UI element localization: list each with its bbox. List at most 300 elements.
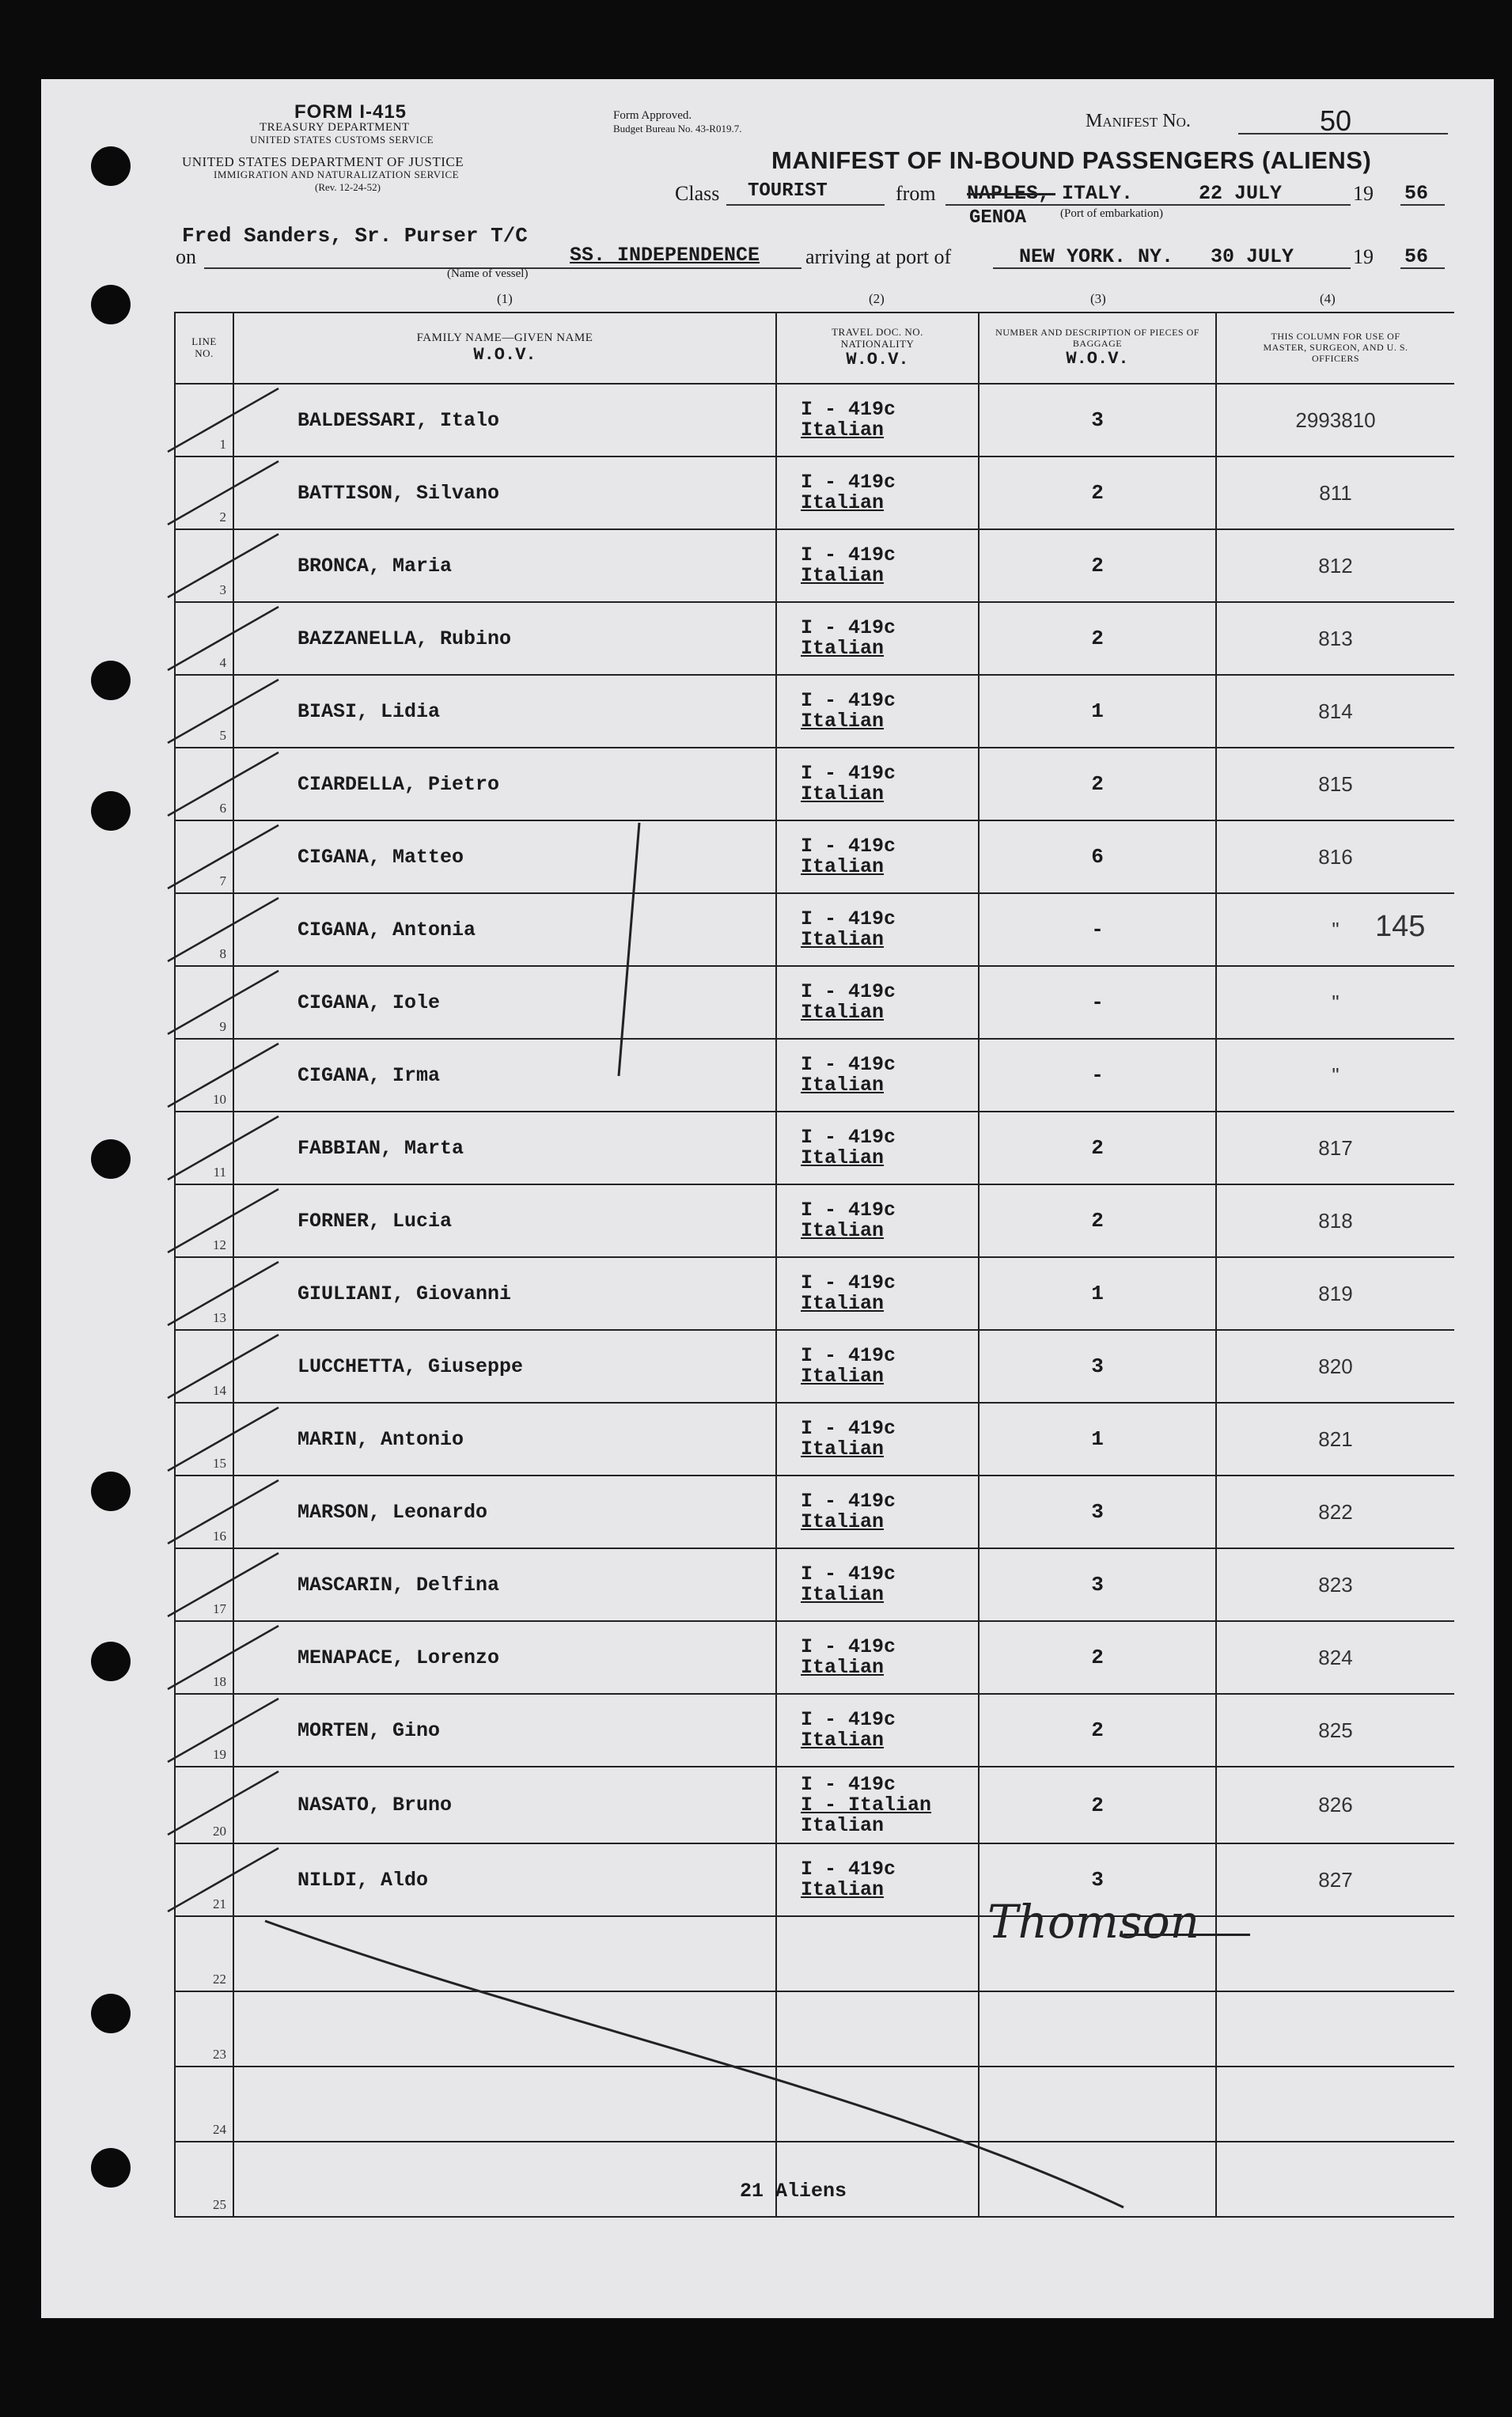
passenger-name-cell [233, 966, 776, 1039]
from-label: from [896, 182, 936, 205]
passenger-name: CIGANA, Iole [297, 991, 441, 1014]
officer-number: " [1332, 990, 1340, 1014]
check-mark [168, 959, 279, 1038]
officer-number: 824 [1318, 1645, 1353, 1669]
arrival-year-prefix: 19 [1353, 245, 1374, 268]
line-number: 8 [219, 946, 226, 961]
nationality: Italian [801, 491, 885, 514]
line-number-cell [175, 1694, 233, 1767]
table-row [175, 675, 1454, 748]
travel-doc: I - 419c [801, 1199, 896, 1222]
passenger-name-cell [233, 748, 776, 820]
customs-label: UNITED STATES CUSTOMS SERVICE [250, 134, 434, 146]
passenger-name: GIULIANI, Giovanni [297, 1282, 512, 1305]
officer-cell [1216, 675, 1454, 748]
baggage-cell [979, 1039, 1216, 1112]
line-number-cell [175, 1039, 233, 1112]
officer-cell [1216, 748, 1454, 820]
baggage-cell [979, 675, 1216, 748]
line-number-cell [175, 1843, 233, 1916]
punch-hole [91, 146, 131, 186]
travel-doc-cell [776, 1991, 979, 2067]
form-number: FORM I-415 [294, 101, 407, 123]
officer-number: 823 [1318, 1572, 1353, 1597]
passenger-name-cell [233, 1330, 776, 1403]
travel-doc-cell [776, 457, 979, 529]
travel-doc: I - 419c [801, 1126, 896, 1149]
baggage-count: 2 [1091, 627, 1104, 650]
officer-number: 816 [1318, 844, 1353, 869]
nationality: Italian [801, 564, 885, 587]
nationality: Italian [801, 855, 885, 878]
travel-doc-cell [776, 529, 979, 602]
travel-doc-cell [776, 1767, 979, 1843]
col-number-2: (2) [869, 291, 885, 306]
officer-cell [1216, 1621, 1454, 1694]
check-mark [168, 1323, 279, 1402]
officer-cell [1216, 457, 1454, 529]
baggage-count: 6 [1091, 845, 1104, 869]
line-number-cell [175, 1403, 233, 1476]
travel-doc-cell [776, 966, 979, 1039]
travel-doc: I - 419c [801, 1858, 896, 1881]
baggage-count: 2 [1091, 554, 1104, 578]
baggage-cell [979, 1330, 1216, 1403]
travel-doc: I - 419c [801, 471, 896, 494]
line-number: 2 [219, 510, 226, 525]
nationality: Italian [801, 1729, 885, 1752]
baggage-cell [979, 2142, 1216, 2217]
travel-doc-cell [776, 2067, 979, 2142]
line-number-cell [175, 2067, 233, 2142]
line-number: 24 [213, 2122, 226, 2137]
check-mark [168, 1032, 279, 1111]
travel-doc-cell [776, 820, 979, 893]
treasury-label: TREASURY DEPARTMENT [260, 121, 410, 134]
officer-cell [1216, 820, 1454, 893]
travel-doc: I - 419c [801, 1490, 896, 1513]
baggage-cell [979, 893, 1216, 966]
travel-doc-cell [776, 1330, 979, 1403]
nationality: Italian [801, 1292, 885, 1315]
baggage-cell [979, 1694, 1216, 1767]
line-number: 15 [213, 1456, 226, 1471]
passenger-name: LUCCHETTA, Giuseppe [297, 1354, 524, 1378]
year-line [1400, 204, 1445, 206]
table-row [175, 1843, 1454, 1916]
baggage-count: 1 [1091, 699, 1104, 723]
baggage-cell [979, 1476, 1216, 1548]
line-number-cell [175, 966, 233, 1039]
class-label: Class [675, 182, 720, 205]
baggage-count: 2 [1091, 1793, 1104, 1817]
line-number-cell [175, 1257, 233, 1330]
officer-number: 811 [1319, 480, 1352, 505]
officer-number: 826 [1318, 1793, 1353, 1817]
line-number: 22 [213, 1972, 226, 1987]
line-number-cell [175, 384, 233, 457]
table-row [175, 820, 1454, 893]
line-number-cell [175, 457, 233, 529]
line-number: 20 [213, 1824, 226, 1839]
baggage-cell [979, 457, 1216, 529]
travel-doc: I - 419c [801, 1708, 896, 1731]
signature: Thomson [987, 1895, 1199, 1949]
officer-header: THIS COLUMN FOR USE OF MASTER, SURGEON, AND U. S. OFFICERS [1216, 313, 1454, 384]
officer-cell [1216, 1548, 1454, 1621]
travel-doc: I - 419c [801, 835, 896, 858]
from-date: 22 JULY [1199, 182, 1283, 205]
baggage-count: - [1091, 1063, 1104, 1087]
embark-port: GENOA [969, 207, 1027, 229]
passenger-name: CIGANA, Irma [297, 1063, 441, 1087]
passenger-name-cell [233, 602, 776, 675]
line-number-cell [175, 1330, 233, 1403]
line-number-cell [175, 1184, 233, 1257]
manifest-title: MANIFEST OF IN-BOUND PASSENGERS (ALIENS) [771, 146, 1372, 174]
line-number: 25 [213, 2197, 226, 2212]
travel-doc-cell [776, 1548, 979, 1621]
nationality: Italian [801, 928, 885, 951]
travel-doc: I - 419c [801, 1772, 896, 1796]
travel-doc-cell [776, 748, 979, 820]
travel-doc: I - 419c [801, 980, 896, 1003]
passenger-name-cell [233, 1039, 776, 1112]
travel-doc-cell [776, 1694, 979, 1767]
baggage-cell [979, 1112, 1216, 1184]
baggage-count: 3 [1091, 1354, 1104, 1378]
passenger-name-cell [233, 529, 776, 602]
table-row [175, 893, 1454, 966]
line-number-cell [175, 893, 233, 966]
travel-doc-cell [776, 1476, 979, 1548]
officer-cell [1216, 1112, 1454, 1184]
arrival-date: 30 JULY [1211, 245, 1294, 268]
line-number: 23 [213, 2047, 226, 2062]
officer-number: 825 [1318, 1718, 1353, 1742]
line-number-cell [175, 1476, 233, 1548]
nationality: Italian [801, 1656, 885, 1679]
travel-doc-cell [776, 1039, 979, 1112]
passenger-name-cell [233, 2142, 776, 2217]
officer-cell [1216, 384, 1454, 457]
baggage-cell [979, 1548, 1216, 1621]
passenger-name-cell [233, 1184, 776, 1257]
check-mark [168, 813, 279, 892]
table-row [175, 457, 1454, 529]
passenger-name: MENAPACE, Lorenzo [297, 1646, 500, 1669]
check-mark [168, 741, 279, 820]
line-number: 16 [213, 1529, 226, 1544]
table-row [175, 384, 1454, 457]
passenger-name: BRONCA, Maria [297, 554, 453, 578]
table-row [175, 1548, 1454, 1621]
passenger-name-cell [233, 1548, 776, 1621]
manifest-no-value: 50 [1320, 104, 1352, 137]
table-row [175, 2067, 1454, 2142]
baggage-count: 2 [1091, 772, 1104, 796]
nationality: Italian [801, 710, 885, 733]
baggage-header: NUMBER AND DESCRIPTION OF PIECES OF BAGGAGE W.O.V. [979, 313, 1216, 384]
passenger-name: MARSON, Leonardo [297, 1500, 488, 1524]
year-prefix: 19 [1353, 182, 1374, 205]
baggage-cell [979, 529, 1216, 602]
baggage-cell [979, 1403, 1216, 1476]
travel-doc: I - 419c [801, 616, 896, 639]
passenger-name-cell [233, 675, 776, 748]
travel-doc-cell [776, 1621, 979, 1694]
arriving-label: arriving at port of [805, 245, 952, 268]
check-mark [168, 1396, 279, 1475]
line-number-cell [175, 820, 233, 893]
officer-cell [1216, 602, 1454, 675]
baggage-count: 3 [1091, 1500, 1104, 1524]
embark-caption: (Port of embarkation) [1060, 207, 1163, 220]
baggage-cell [979, 820, 1216, 893]
punch-hole [91, 285, 131, 324]
passenger-name-cell [233, 457, 776, 529]
line-number-cell [175, 529, 233, 602]
margin-note: 145 [1375, 910, 1426, 943]
officer-number: 2993810 [1295, 407, 1376, 432]
manifest-no-label: Manifest No. [1086, 111, 1191, 131]
travel-doc: I - 419c [801, 1344, 896, 1367]
check-mark [168, 377, 279, 456]
vessel-caption: (Name of vessel) [447, 267, 529, 280]
travel-doc: I - 419c [801, 1053, 896, 1076]
officer-number: 817 [1318, 1135, 1353, 1160]
table-row [175, 1621, 1454, 1694]
officer-number: 818 [1318, 1208, 1353, 1233]
officer-number: " [1332, 917, 1340, 941]
nationality: Italian [801, 1365, 885, 1388]
travel-doc-cell [776, 1112, 979, 1184]
baggage-count: - [1091, 991, 1104, 1014]
passenger-name: MARIN, Antonio [297, 1427, 464, 1451]
check-mark [168, 1250, 279, 1329]
footer-total: 21 Aliens [740, 2180, 847, 2203]
passenger-name: FABBIAN, Marta [297, 1136, 464, 1160]
baggage-count: 2 [1091, 1718, 1104, 1742]
passenger-name-cell [233, 1767, 776, 1843]
revision-label: (Rev. 12-24-52) [315, 181, 381, 193]
doc-header: TRAVEL DOC. NO. NATIONALITY W.O.V. [776, 313, 979, 384]
line-number-cell [175, 1621, 233, 1694]
nationality: Italian [801, 782, 885, 805]
col-number-4: (4) [1320, 291, 1336, 306]
table-row [175, 1991, 1454, 2067]
line-no-header: LINE NO. [175, 313, 233, 384]
officer-number: " [1332, 1063, 1340, 1087]
baggage-count: 3 [1091, 1573, 1104, 1597]
officer-cell [1216, 1694, 1454, 1767]
line-number: 9 [219, 1019, 226, 1034]
passenger-name-cell [233, 1257, 776, 1330]
travel-doc-cell [776, 384, 979, 457]
baggage-cell [979, 384, 1216, 457]
nationality: Italian [801, 1510, 885, 1533]
baggage-count: 1 [1091, 1427, 1104, 1451]
baggage-count: 2 [1091, 1646, 1104, 1669]
passenger-name: FORNER, Lucia [297, 1209, 453, 1233]
travel-doc: I - 419c [801, 1563, 896, 1585]
passenger-table [174, 312, 1454, 2218]
baggage-cell [979, 1767, 1216, 1843]
line-number-cell [175, 602, 233, 675]
officer-cell [1216, 1843, 1454, 1916]
table-row [175, 1916, 1454, 1991]
line-number-cell [175, 2142, 233, 2217]
table-row [175, 1184, 1454, 1257]
officer-cell [1216, 2067, 1454, 2142]
nationality: Italian [801, 1146, 885, 1169]
officer-number: 814 [1318, 699, 1353, 723]
signature-flourish [1124, 1934, 1250, 1936]
passenger-name-cell [233, 893, 776, 966]
travel-doc: I - 419c [801, 1271, 896, 1294]
col-number-1: (1) [497, 291, 513, 306]
passenger-name: BIASI, Lidia [297, 699, 441, 723]
nationality-2: Italian [801, 1813, 885, 1837]
passenger-name: NILDI, Aldo [297, 1868, 429, 1892]
table-row [175, 1767, 1454, 1843]
punch-hole [91, 1139, 131, 1179]
travel-doc-cell [776, 1916, 979, 1991]
check-mark [168, 595, 279, 674]
baggage-count: 3 [1091, 1868, 1104, 1892]
officer-cell [1216, 1039, 1454, 1112]
line-number: 12 [213, 1237, 226, 1252]
col-number-3: (3) [1090, 291, 1106, 306]
baggage-count: 2 [1091, 481, 1104, 505]
table-row [175, 1112, 1454, 1184]
passenger-name-cell [233, 820, 776, 893]
officer-number: 821 [1318, 1426, 1353, 1451]
table-row [175, 1403, 1454, 1476]
check-mark [168, 1614, 279, 1693]
line-number: 3 [219, 582, 226, 597]
officer-cell [1216, 1991, 1454, 2067]
line-number: 14 [213, 1383, 226, 1398]
table-row [175, 1694, 1454, 1767]
passenger-name-cell [233, 384, 776, 457]
officer-number: 812 [1318, 553, 1353, 578]
nationality: Italian [801, 1583, 885, 1606]
baggage-count: 2 [1091, 1209, 1104, 1233]
nationality: Italian [801, 1438, 885, 1460]
baggage-cell [979, 1257, 1216, 1330]
line-number-cell [175, 1767, 233, 1843]
line-number-cell [175, 748, 233, 820]
passenger-name: NASATO, Bruno [297, 1794, 453, 1817]
passenger-name: MASCARIN, Delfina [297, 1573, 500, 1597]
passenger-name: BALDESSARI, Italo [297, 408, 500, 432]
officer-name: Fred Sanders, Sr. Purser T/C [182, 224, 528, 248]
line-number: 17 [213, 1601, 226, 1616]
line-number: 11 [213, 1165, 226, 1180]
justice-label: UNITED STATES DEPARTMENT OF JUSTICE [182, 154, 464, 169]
check-mark [168, 1468, 279, 1548]
officer-cell [1216, 1476, 1454, 1548]
baggage-cell [979, 1184, 1216, 1257]
baggage-cell [979, 748, 1216, 820]
check-mark [168, 1836, 279, 1915]
line-number: 6 [219, 801, 226, 816]
table-row [175, 1330, 1454, 1403]
passenger-name-cell [233, 1621, 776, 1694]
travel-doc-cell [776, 1843, 979, 1916]
officer-cell [1216, 1916, 1454, 1991]
officer-number: 815 [1318, 771, 1353, 796]
officer-cell [1216, 529, 1454, 602]
line-number: 21 [213, 1896, 226, 1911]
name-header: FAMILY NAME—GIVEN NAME W.O.V. [233, 313, 776, 384]
line-number-cell [175, 1991, 233, 2067]
check-mark [168, 1687, 279, 1766]
nationality: Italian [801, 1074, 885, 1097]
travel-doc: I - 419c [801, 544, 896, 566]
check-mark [168, 1541, 279, 1620]
form-approved: Form Approved. [613, 109, 692, 122]
officer-number: 822 [1318, 1499, 1353, 1524]
year-value: 56 [1404, 182, 1429, 205]
strike-through [967, 193, 1055, 195]
officer-number: 820 [1318, 1354, 1353, 1378]
passenger-name: CIARDELLA, Pietro [297, 772, 500, 796]
table-header-row [175, 313, 1454, 384]
passenger-name-cell [233, 1843, 776, 1916]
nationality: Italian [801, 637, 885, 660]
table-row [175, 1039, 1454, 1112]
table-row [175, 602, 1454, 675]
baggage-count: 2 [1091, 1136, 1104, 1160]
table-row [175, 1257, 1454, 1330]
passenger-name-cell [233, 1403, 776, 1476]
nationality: Italian [801, 419, 885, 441]
baggage-count: 3 [1091, 408, 1104, 432]
line-number: 5 [219, 728, 226, 743]
travel-doc-cell [776, 675, 979, 748]
nationality: I - Italian [801, 1793, 932, 1817]
travel-doc: I - 419c [801, 1635, 896, 1658]
nationality: Italian [801, 1219, 885, 1242]
check-mark [168, 1104, 279, 1184]
travel-doc: I - 419c [801, 762, 896, 785]
check-mark [168, 1177, 279, 1256]
passenger-name: BATTISON, Silvano [297, 481, 500, 505]
baggage-cell [979, 1621, 1216, 1694]
travel-doc-cell [776, 1257, 979, 1330]
line-number: 13 [213, 1310, 226, 1325]
line-number-cell [175, 675, 233, 748]
baggage-count: - [1091, 918, 1104, 941]
arrival-year-line [1400, 267, 1445, 269]
officer-cell [1216, 1767, 1454, 1843]
officer-number: 819 [1318, 1281, 1353, 1305]
baggage-count: 1 [1091, 1282, 1104, 1305]
passenger-name: CIGANA, Antonia [297, 918, 476, 941]
table-row [175, 529, 1454, 602]
baggage-cell [979, 2067, 1216, 2142]
line-number: 10 [213, 1092, 226, 1107]
travel-doc: I - 419c [801, 1417, 896, 1440]
class-value: TOURIST [748, 180, 828, 202]
travel-doc: I - 419c [801, 689, 896, 712]
baggage-cell [979, 1991, 1216, 2067]
vessel-name: SS. INDEPENDENCE [570, 244, 760, 267]
baggage-cell [979, 966, 1216, 1039]
line-number: 19 [213, 1747, 226, 1762]
